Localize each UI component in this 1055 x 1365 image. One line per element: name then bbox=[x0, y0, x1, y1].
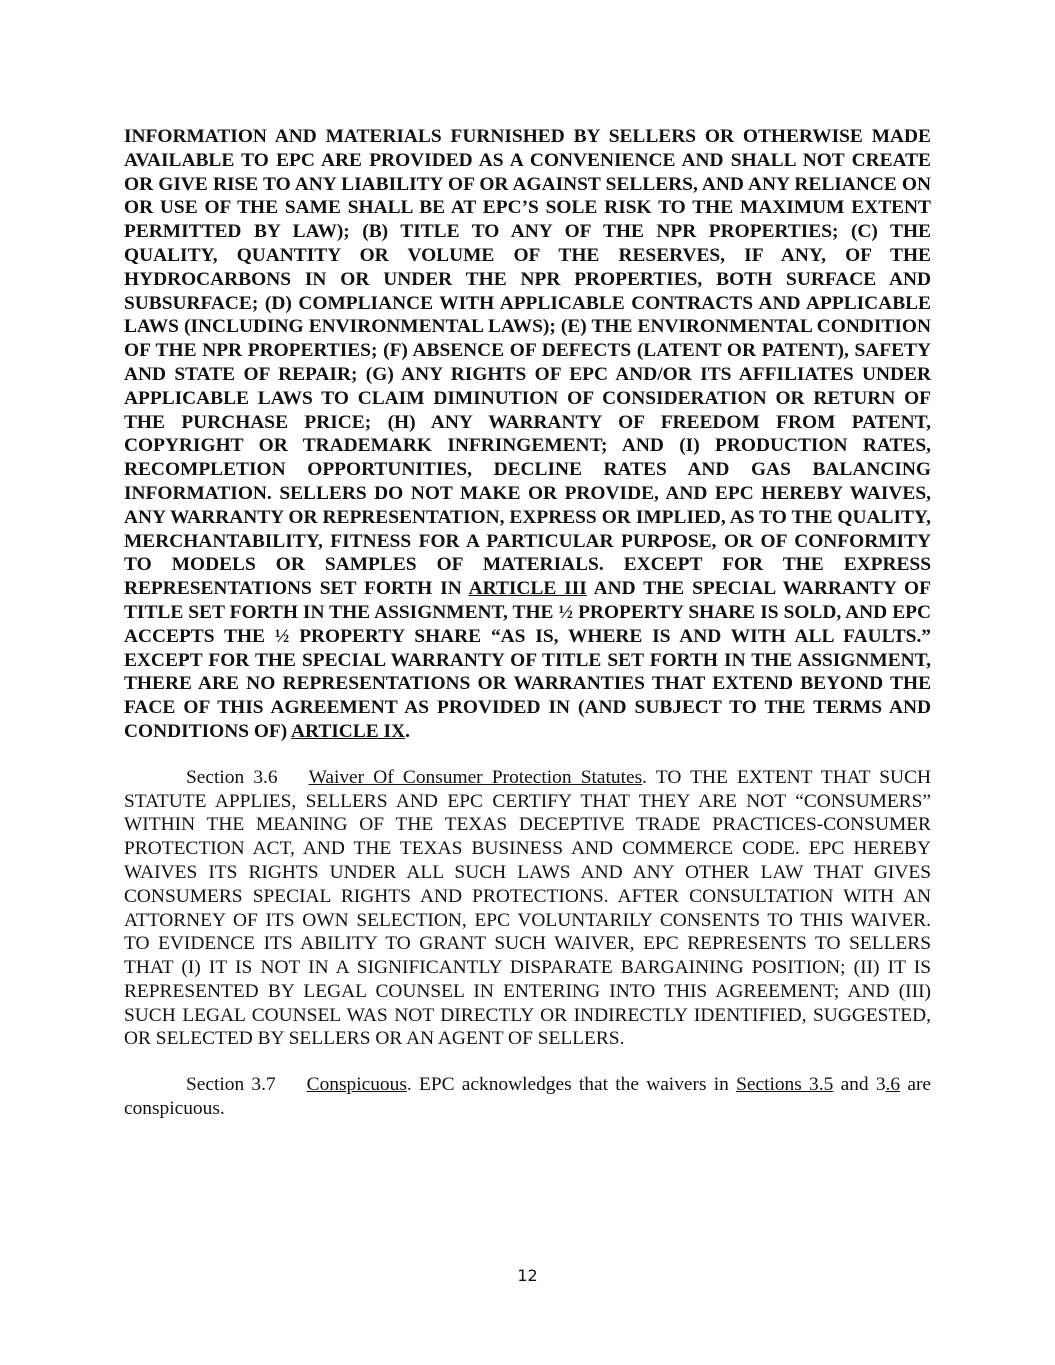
section-3-7-body-mid: and 3 bbox=[833, 1074, 886, 1096]
section-3-7-title: Conspicuous bbox=[306, 1074, 407, 1096]
sections-3-5-reference: Sections 3.5 bbox=[736, 1074, 834, 1096]
section-3-6-paragraph bbox=[124, 766, 931, 1052]
section-3-7-body-end: are conspicuous. bbox=[124, 1074, 932, 1120]
section-3-6-title-end: . bbox=[642, 766, 647, 788]
section-3-6-body: TO THE EXTENT THAT SUCH STATUTE APPLIES, SELLERS AND EPC CERTIFY THAT THEY ARE NOT “CONSUMERS” WITHIN THE MEANING OF THE TEXAS DECEPTIVE TRADE PRACTICES-CONSUMER PROTECTION ACT, AND THE TEXAS BUSINESS AND COMMERCE CODE. EPC HEREBY WAIVES ITS RIGHTS UNDER ALL SUCH LAWS AND ANY OTHER LAW THAT GIVES CONSUMERS SPECIAL RIGHTS AND PROTECTIONS. AFTER CONSULTATION WITH AN ATTORNEY OF ITS OWN SELECTION, EPC VOLUNTARILY CONSENTS TO THIS WAIVER. TO EVIDENCE ITS ABILITY TO GRANT SUCH WAIVER, EPC REPRESENTS TO SELLERS THAT (I) IT IS NOT IN A SIGNIFICANTLY DISPARATE BARGAINING POSITION; (II) IT IS REPRESENTED BY LEGAL COUNSEL IN ENTERING INTO THIS AGREEMENT; AND (III) SUCH LEGAL COUNSEL WAS NOT DIRECTLY OR INDIRECTLY IDENTIFIED, SUGGESTED, OR SELECTED BY SELLERS OR AN AGENT OF SELLERS. bbox=[124, 766, 932, 1050]
section-3-6-number: Section 3.6 bbox=[186, 766, 278, 788]
article-ix-reference: ARTICLE IX bbox=[291, 720, 406, 742]
section-3-7-paragraph bbox=[124, 1073, 931, 1121]
disclaimer-paragraph bbox=[124, 125, 931, 744]
section-3-7-title-end: . bbox=[406, 1074, 412, 1096]
disclaimer-text-2: AND THE SPECIAL WARRANTY OF TITLE SET FORTH IN THE ASSIGNMENT, THE ½ PROPERTY SHARE IS SOLD, AND EPC ACCEPTS THE ½ PROPERTY SHARE “AS IS, WHERE IS AND WITH ALL FAULTS.” EXCEPT FOR THE SPECIAL WARRANTY OF TITLE SET FORTH IN THE ASSIGNMENT, THERE ARE NO REPRESENTATIONS OR WARRANTIES THAT EXTEND BEYOND THE FACE OF THIS AGREEMENT AS PROVIDED IN (AND SUBJECT TO THE TERMS AND CONDITIONS OF) bbox=[124, 578, 931, 742]
section-3-7-body-start: EPC acknowledges that the waivers in bbox=[411, 1074, 737, 1096]
disclaimer-text-3: . bbox=[405, 720, 410, 742]
article-iii-reference: ARTICLE III bbox=[468, 578, 587, 600]
disclaimer-text-1: INFORMATION AND MATERIALS FURNISHED BY SELLERS OR OTHERWISE MADE AVAILABLE TO EPC ARE PROVIDED AS A CONVENIENCE AND SHALL NOT CREATE OR GIVE RISE TO ANY LIABILITY OF OR AGAINST SELLERS, AND ANY RELIANCE ON OR USE OF THE SAME SHALL BE AT EPC’S SOLE RISK TO THE MAXIMUM EXTENT PERMITTED BY LAW); (B) TITLE TO ANY OF THE NPR PROPERTIES; (C) THE QUALITY, QUANTITY OR VOLUME OF THE RESERVES, IF ANY, OF THE HYDROCARBONS IN OR UNDER THE NPR PROPERTIES, BOTH SURFACE AND SUBSURFACE; (D) COMPLIANCE WITH APPLICABLE CONTRACTS AND APPLICABLE LAWS (INCLUDING ENVIRONMENTAL LAWS); (E) THE ENVIRONMENTAL CONDITION OF THE NPR PROPERTIES; (F) ABSENCE OF DEFECTS (LATENT OR PATENT), SAFETY AND STATE OF REPAIR; (G) ANY RIGHTS OF EPC AND/OR ITS AFFILIATES UNDER APPLICABLE LAWS TO CLAIM DIMINUTION OF CONSIDERATION OR RETURN OF THE PURCHASE PRICE; (H) ANY WARRANTY OF FREEDOM FROM PATENT, COPYRIGHT OR TRADEMARK INFRINGEMENT; AND (I) PRODUCTION RATES, RECOMPLETION OPPORTUNITIES, DECLINE RATES AND GAS BALANCING INFORMATION. SELLERS DO NOT MAKE OR PROVIDE, AND EPC HEREBY WAIVES, ANY WARRANTY OR REPRESENTATION, EXPRESS OR IMPLIED, AS TO THE QUALITY, MERCHANTABILITY, FITNESS FOR A PARTICULAR PURPOSE, OR OF CONFORMITY TO MODELS OR SAMPLES OF MATERIALS. EXCEPT FOR THE EXPRESS REPRESENTATIONS SET FORTH IN bbox=[124, 126, 931, 600]
section-3-6-reference: .6 bbox=[885, 1074, 901, 1096]
section-3-7-number: Section 3.7 bbox=[186, 1074, 276, 1096]
section-3-6-title: Waiver Of Consumer Protection Statutes bbox=[308, 766, 643, 788]
document-page bbox=[124, 125, 931, 1121]
page-number: 12 bbox=[517, 1266, 538, 1285]
